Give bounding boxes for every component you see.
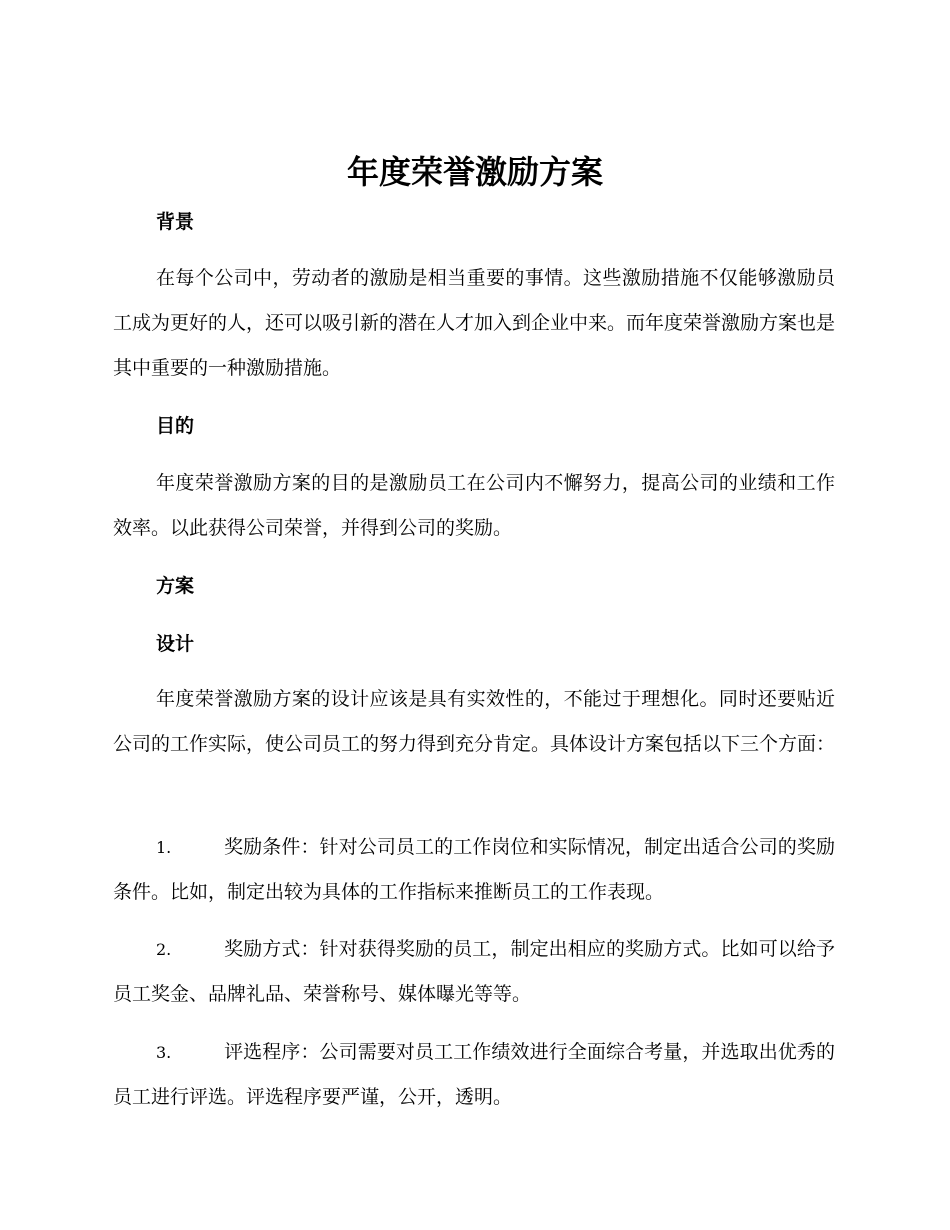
paragraph-design: 年度荣誉激励方案的设计应该是具有实效性的，不能过于理想化。同时还要贴近公司的工作实际，使公司员工的努力得到充分肯定。具体设计方案包括以下三个方面： [113,688,836,755]
list-item-text: 奖励条件：针对公司员工的工作岗位和实际情况，制定出适合公司的奖励条件。比如，制定出较为具体的工作指标来推断员工的工作表现。 [113,836,835,903]
paragraph-background: 在每个公司中，劳动者的激励是相当重要的事情。这些激励措施不仅能够激励员工成为更好的人，还可以吸引新的潜在人才加入到企业中来。而年度荣誉激励方案也是其中重要的一种激励措施。 [113,267,836,379]
list-item-text: 评选程序：公司需要对员工工作绩效进行全面综合考量，并选取出优秀的员工进行评选。评选程序要严谨，公开，透明。 [113,1041,835,1108]
list-item-number: 1. [156,838,172,857]
document-title: 年度荣誉激励方案 [346,153,603,191]
section-heading-plan: 方案 [156,575,195,597]
paragraph-purpose: 年度荣誉激励方案的目的是激励员工在公司内不懈努力，提高公司的业绩和工作效率。以此获得公司荣誉，并得到公司的奖励。 [113,472,835,539]
list-item-number: 3. [156,1043,172,1062]
section-heading-purpose: 目的 [156,415,195,437]
list-item-text: 奖励方式：针对获得奖励的员工，制定出相应的奖励方式。比如可以给予员工奖金、品牌礼品、荣誉称号、媒体曝光等等。 [113,938,835,1005]
section-heading-background: 背景 [156,211,195,233]
list-item-number: 2. [156,940,172,959]
list-item [113,1030,835,1120]
list-item [113,825,835,915]
section-heading-design: 设计 [156,633,195,655]
list-item [113,927,835,1017]
